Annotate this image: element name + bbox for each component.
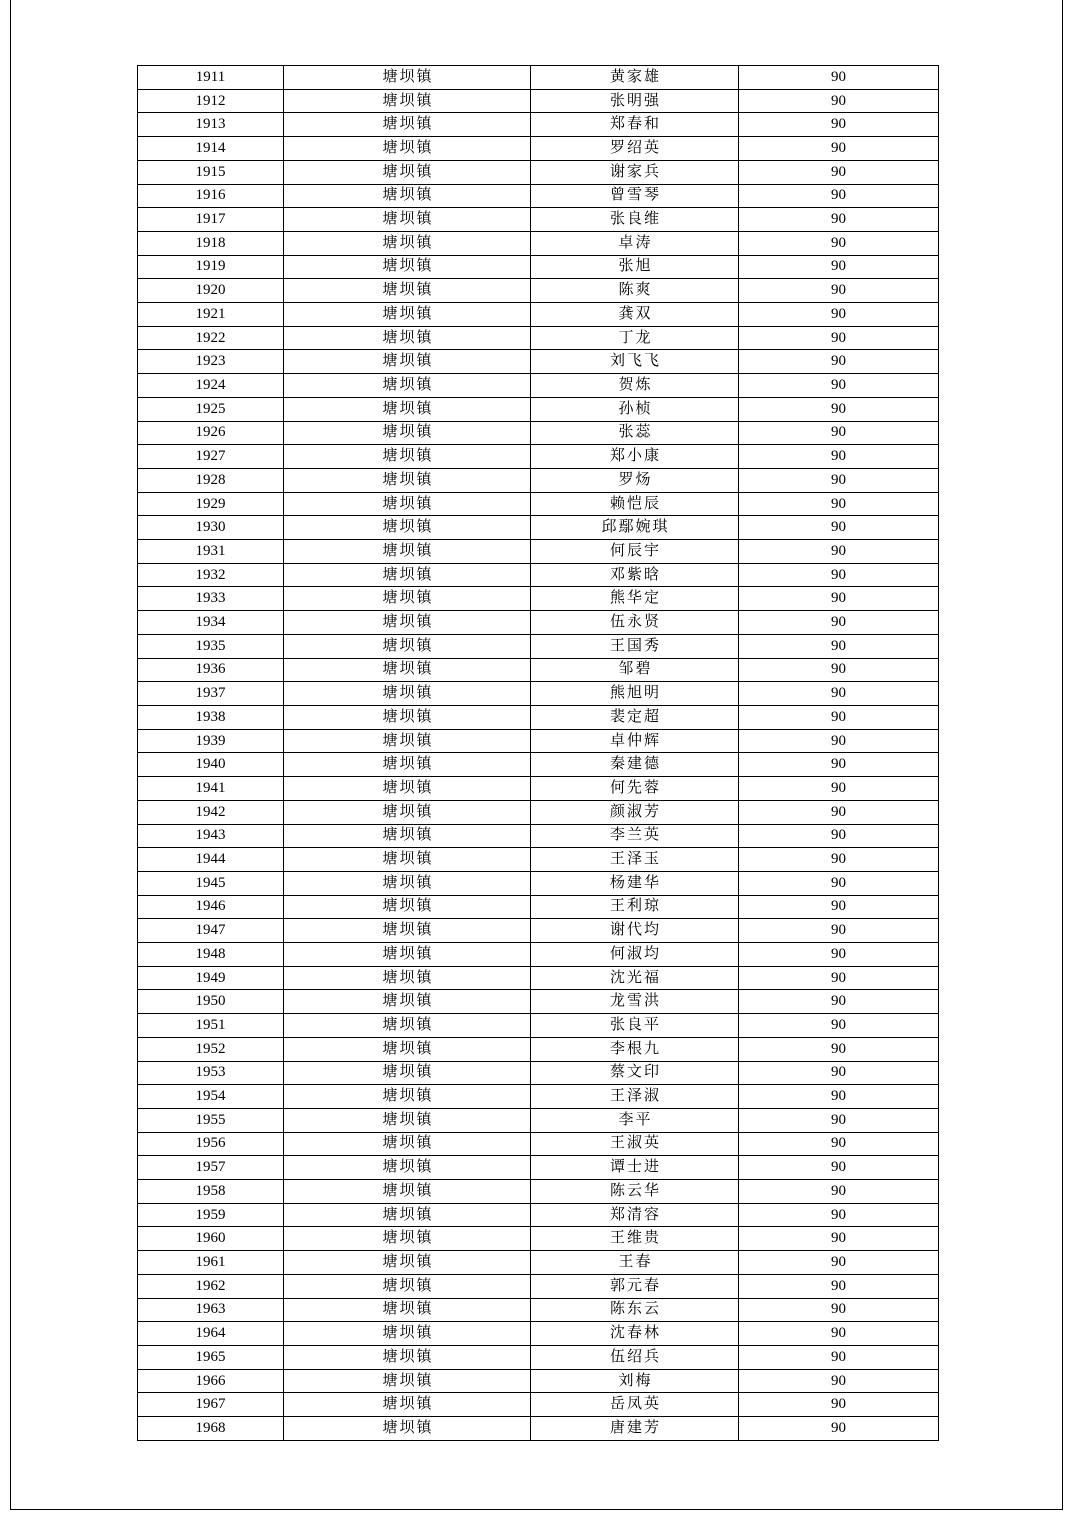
table-row xyxy=(138,682,939,706)
cell-score: 90 xyxy=(739,777,939,801)
cell-score: 90 xyxy=(739,1251,939,1275)
cell-name: 刘梅 xyxy=(531,1369,739,1393)
table-row xyxy=(138,1417,939,1441)
cell-name: 何辰宇 xyxy=(531,540,739,564)
cell-name: 李根九 xyxy=(531,1037,739,1061)
cell-index: 1925 xyxy=(138,397,284,421)
cell-index: 1924 xyxy=(138,374,284,398)
cell-score: 90 xyxy=(739,492,939,516)
cell-index: 1940 xyxy=(138,753,284,777)
table-row xyxy=(138,658,939,682)
table-row xyxy=(138,919,939,943)
cell-score: 90 xyxy=(739,1085,939,1109)
cell-index: 1957 xyxy=(138,1156,284,1180)
cell-name: 王维贵 xyxy=(531,1227,739,1251)
cell-town: 塘坝镇 xyxy=(284,279,531,303)
table-row xyxy=(138,66,939,90)
roster-table-body xyxy=(138,66,939,1441)
cell-index: 1933 xyxy=(138,587,284,611)
cell-index: 1936 xyxy=(138,658,284,682)
cell-score: 90 xyxy=(739,563,939,587)
table-row xyxy=(138,1061,939,1085)
cell-score: 90 xyxy=(739,658,939,682)
cell-town: 塘坝镇 xyxy=(284,113,531,137)
cell-town: 塘坝镇 xyxy=(284,1417,531,1441)
cell-town: 塘坝镇 xyxy=(284,824,531,848)
cell-name: 唐建芳 xyxy=(531,1417,739,1441)
cell-name: 孙桢 xyxy=(531,397,739,421)
cell-name: 李平 xyxy=(531,1108,739,1132)
table-row xyxy=(138,1322,939,1346)
table-row xyxy=(138,1227,939,1251)
cell-index: 1923 xyxy=(138,350,284,374)
cell-score: 90 xyxy=(739,1132,939,1156)
cell-town: 塘坝镇 xyxy=(284,705,531,729)
cell-score: 90 xyxy=(739,919,939,943)
cell-name: 曾雪琴 xyxy=(531,184,739,208)
cell-index: 1946 xyxy=(138,895,284,919)
cell-name: 伍绍兵 xyxy=(531,1345,739,1369)
cell-index: 1932 xyxy=(138,563,284,587)
cell-score: 90 xyxy=(739,113,939,137)
cell-score: 90 xyxy=(739,540,939,564)
cell-index: 1939 xyxy=(138,729,284,753)
cell-town: 塘坝镇 xyxy=(284,634,531,658)
cell-index: 1968 xyxy=(138,1417,284,1441)
cell-name: 谢代均 xyxy=(531,919,739,943)
cell-score: 90 xyxy=(739,634,939,658)
cell-name: 龚双 xyxy=(531,303,739,327)
cell-score: 90 xyxy=(739,1203,939,1227)
cell-name: 张蕊 xyxy=(531,421,739,445)
cell-town: 塘坝镇 xyxy=(284,990,531,1014)
cell-score: 90 xyxy=(739,137,939,161)
cell-score: 90 xyxy=(739,1180,939,1204)
cell-town: 塘坝镇 xyxy=(284,895,531,919)
cell-index: 1948 xyxy=(138,943,284,967)
cell-town: 塘坝镇 xyxy=(284,1322,531,1346)
table-row xyxy=(138,279,939,303)
cell-name: 张良维 xyxy=(531,208,739,232)
table-row xyxy=(138,1298,939,1322)
table-row xyxy=(138,374,939,398)
table-row xyxy=(138,1037,939,1061)
cell-town: 塘坝镇 xyxy=(284,1061,531,1085)
table-row xyxy=(138,137,939,161)
cell-score: 90 xyxy=(739,682,939,706)
cell-town: 塘坝镇 xyxy=(284,350,531,374)
cell-score: 90 xyxy=(739,990,939,1014)
cell-index: 1938 xyxy=(138,705,284,729)
cell-score: 90 xyxy=(739,374,939,398)
cell-index: 1962 xyxy=(138,1274,284,1298)
cell-score: 90 xyxy=(739,350,939,374)
table-row xyxy=(138,611,939,635)
cell-town: 塘坝镇 xyxy=(284,160,531,184)
table-row xyxy=(138,397,939,421)
cell-score: 90 xyxy=(739,89,939,113)
cell-name: 罗炀 xyxy=(531,468,739,492)
cell-town: 塘坝镇 xyxy=(284,1298,531,1322)
cell-town: 塘坝镇 xyxy=(284,563,531,587)
cell-score: 90 xyxy=(739,1369,939,1393)
cell-score: 90 xyxy=(739,729,939,753)
cell-name: 黄家雄 xyxy=(531,66,739,90)
table-row xyxy=(138,895,939,919)
cell-score: 90 xyxy=(739,66,939,90)
table-row xyxy=(138,184,939,208)
cell-name: 张良平 xyxy=(531,1014,739,1038)
cell-index: 1964 xyxy=(138,1322,284,1346)
cell-index: 1960 xyxy=(138,1227,284,1251)
cell-name: 伍永贤 xyxy=(531,611,739,635)
cell-index: 1961 xyxy=(138,1251,284,1275)
cell-name: 蔡文印 xyxy=(531,1061,739,1085)
cell-index: 1922 xyxy=(138,326,284,350)
cell-town: 塘坝镇 xyxy=(284,421,531,445)
cell-name: 王泽淑 xyxy=(531,1085,739,1109)
cell-town: 塘坝镇 xyxy=(284,1227,531,1251)
cell-town: 塘坝镇 xyxy=(284,445,531,469)
cell-town: 塘坝镇 xyxy=(284,1132,531,1156)
cell-score: 90 xyxy=(739,1156,939,1180)
cell-score: 90 xyxy=(739,255,939,279)
cell-town: 塘坝镇 xyxy=(284,303,531,327)
cell-score: 90 xyxy=(739,208,939,232)
cell-index: 1916 xyxy=(138,184,284,208)
cell-index: 1941 xyxy=(138,777,284,801)
cell-town: 塘坝镇 xyxy=(284,587,531,611)
cell-index: 1956 xyxy=(138,1132,284,1156)
cell-town: 塘坝镇 xyxy=(284,753,531,777)
cell-score: 90 xyxy=(739,1061,939,1085)
cell-town: 塘坝镇 xyxy=(284,682,531,706)
cell-name: 秦建德 xyxy=(531,753,739,777)
cell-index: 1951 xyxy=(138,1014,284,1038)
cell-index: 1935 xyxy=(138,634,284,658)
table-row xyxy=(138,1085,939,1109)
cell-name: 郑小康 xyxy=(531,445,739,469)
table-row xyxy=(138,468,939,492)
cell-index: 1965 xyxy=(138,1345,284,1369)
cell-index: 1958 xyxy=(138,1180,284,1204)
cell-town: 塘坝镇 xyxy=(284,1156,531,1180)
cell-index: 1934 xyxy=(138,611,284,635)
cell-name: 何先蓉 xyxy=(531,777,739,801)
cell-name: 罗绍英 xyxy=(531,137,739,161)
cell-name: 邹碧 xyxy=(531,658,739,682)
cell-score: 90 xyxy=(739,966,939,990)
cell-town: 塘坝镇 xyxy=(284,397,531,421)
table-row xyxy=(138,113,939,137)
cell-index: 1959 xyxy=(138,1203,284,1227)
table-row xyxy=(138,753,939,777)
table-row xyxy=(138,943,939,967)
table-row xyxy=(138,729,939,753)
cell-score: 90 xyxy=(739,1274,939,1298)
table-row xyxy=(138,421,939,445)
cell-index: 1942 xyxy=(138,800,284,824)
cell-name: 谢家兵 xyxy=(531,160,739,184)
cell-town: 塘坝镇 xyxy=(284,1393,531,1417)
cell-town: 塘坝镇 xyxy=(284,658,531,682)
cell-index: 1931 xyxy=(138,540,284,564)
table-row xyxy=(138,303,939,327)
cell-score: 90 xyxy=(739,587,939,611)
table-row xyxy=(138,705,939,729)
table-row xyxy=(138,231,939,255)
table-row xyxy=(138,1132,939,1156)
cell-name: 王春 xyxy=(531,1251,739,1275)
cell-town: 塘坝镇 xyxy=(284,1085,531,1109)
cell-score: 90 xyxy=(739,303,939,327)
cell-town: 塘坝镇 xyxy=(284,66,531,90)
cell-name: 熊华定 xyxy=(531,587,739,611)
cell-index: 1918 xyxy=(138,231,284,255)
cell-score: 90 xyxy=(739,943,939,967)
cell-score: 90 xyxy=(739,1014,939,1038)
cell-index: 1937 xyxy=(138,682,284,706)
cell-town: 塘坝镇 xyxy=(284,137,531,161)
cell-score: 90 xyxy=(739,895,939,919)
cell-score: 90 xyxy=(739,1393,939,1417)
cell-town: 塘坝镇 xyxy=(284,326,531,350)
cell-index: 1955 xyxy=(138,1108,284,1132)
cell-name: 龙雪洪 xyxy=(531,990,739,1014)
cell-town: 塘坝镇 xyxy=(284,871,531,895)
cell-score: 90 xyxy=(739,848,939,872)
cell-score: 90 xyxy=(739,1227,939,1251)
cell-name: 陈东云 xyxy=(531,1298,739,1322)
cell-town: 塘坝镇 xyxy=(284,966,531,990)
cell-score: 90 xyxy=(739,326,939,350)
cell-name: 赖恺辰 xyxy=(531,492,739,516)
cell-town: 塘坝镇 xyxy=(284,777,531,801)
cell-index: 1949 xyxy=(138,966,284,990)
cell-score: 90 xyxy=(739,184,939,208)
table-row xyxy=(138,160,939,184)
cell-name: 卓涛 xyxy=(531,231,739,255)
cell-index: 1921 xyxy=(138,303,284,327)
table-row xyxy=(138,1393,939,1417)
cell-index: 1914 xyxy=(138,137,284,161)
cell-score: 90 xyxy=(739,871,939,895)
table-row xyxy=(138,1369,939,1393)
cell-town: 塘坝镇 xyxy=(284,848,531,872)
cell-score: 90 xyxy=(739,1108,939,1132)
cell-town: 塘坝镇 xyxy=(284,184,531,208)
cell-name: 李兰英 xyxy=(531,824,739,848)
cell-index: 1917 xyxy=(138,208,284,232)
cell-name: 王国秀 xyxy=(531,634,739,658)
table-row xyxy=(138,966,939,990)
cell-score: 90 xyxy=(739,421,939,445)
cell-name: 张旭 xyxy=(531,255,739,279)
cell-name: 颜淑芳 xyxy=(531,800,739,824)
cell-town: 塘坝镇 xyxy=(284,729,531,753)
cell-index: 1943 xyxy=(138,824,284,848)
table-row xyxy=(138,492,939,516)
cell-town: 塘坝镇 xyxy=(284,1180,531,1204)
cell-index: 1911 xyxy=(138,66,284,90)
cell-index: 1919 xyxy=(138,255,284,279)
table-row xyxy=(138,516,939,540)
cell-town: 塘坝镇 xyxy=(284,611,531,635)
table-row xyxy=(138,634,939,658)
cell-index: 1952 xyxy=(138,1037,284,1061)
table-row xyxy=(138,1180,939,1204)
table-row xyxy=(138,1156,939,1180)
cell-index: 1944 xyxy=(138,848,284,872)
table-row xyxy=(138,350,939,374)
table-row xyxy=(138,540,939,564)
cell-index: 1966 xyxy=(138,1369,284,1393)
cell-name: 贺炼 xyxy=(531,374,739,398)
cell-score: 90 xyxy=(739,1037,939,1061)
cell-name: 岳凤英 xyxy=(531,1393,739,1417)
cell-index: 1953 xyxy=(138,1061,284,1085)
cell-index: 1950 xyxy=(138,990,284,1014)
cell-score: 90 xyxy=(739,753,939,777)
table-row xyxy=(138,563,939,587)
table-row xyxy=(138,1345,939,1369)
cell-town: 塘坝镇 xyxy=(284,1274,531,1298)
table-row xyxy=(138,824,939,848)
cell-score: 90 xyxy=(739,611,939,635)
cell-name: 郭元春 xyxy=(531,1274,739,1298)
cell-score: 90 xyxy=(739,445,939,469)
table-row xyxy=(138,1108,939,1132)
cell-town: 塘坝镇 xyxy=(284,800,531,824)
cell-name: 沈光福 xyxy=(531,966,739,990)
cell-index: 1915 xyxy=(138,160,284,184)
cell-town: 塘坝镇 xyxy=(284,1203,531,1227)
table-row xyxy=(138,326,939,350)
cell-name: 郑清容 xyxy=(531,1203,739,1227)
cell-name: 谭士进 xyxy=(531,1156,739,1180)
cell-town: 塘坝镇 xyxy=(284,468,531,492)
cell-name: 张明强 xyxy=(531,89,739,113)
cell-name: 郑春和 xyxy=(531,113,739,137)
cell-index: 1929 xyxy=(138,492,284,516)
cell-name: 王泽玉 xyxy=(531,848,739,872)
cell-name: 陈云华 xyxy=(531,1180,739,1204)
cell-score: 90 xyxy=(739,516,939,540)
cell-town: 塘坝镇 xyxy=(284,1014,531,1038)
table-row xyxy=(138,990,939,1014)
cell-score: 90 xyxy=(739,160,939,184)
cell-town: 塘坝镇 xyxy=(284,516,531,540)
cell-town: 塘坝镇 xyxy=(284,943,531,967)
cell-index: 1912 xyxy=(138,89,284,113)
table-row xyxy=(138,1014,939,1038)
cell-town: 塘坝镇 xyxy=(284,1345,531,1369)
table-row xyxy=(138,1274,939,1298)
cell-town: 塘坝镇 xyxy=(284,1369,531,1393)
cell-name: 丁龙 xyxy=(531,326,739,350)
table-row xyxy=(138,1251,939,1275)
cell-name: 熊旭明 xyxy=(531,682,739,706)
table-row xyxy=(138,587,939,611)
table-row xyxy=(138,777,939,801)
cell-score: 90 xyxy=(739,231,939,255)
cell-score: 90 xyxy=(739,800,939,824)
cell-score: 90 xyxy=(739,397,939,421)
cell-town: 塘坝镇 xyxy=(284,374,531,398)
table-row xyxy=(138,255,939,279)
roster-table xyxy=(137,65,939,1441)
table-row xyxy=(138,871,939,895)
cell-name: 王利琼 xyxy=(531,895,739,919)
cell-score: 90 xyxy=(739,1417,939,1441)
cell-name: 王淑英 xyxy=(531,1132,739,1156)
cell-town: 塘坝镇 xyxy=(284,255,531,279)
table-row xyxy=(138,1203,939,1227)
cell-name: 杨建华 xyxy=(531,871,739,895)
cell-town: 塘坝镇 xyxy=(284,919,531,943)
cell-town: 塘坝镇 xyxy=(284,208,531,232)
cell-name: 陈爽 xyxy=(531,279,739,303)
cell-index: 1945 xyxy=(138,871,284,895)
cell-index: 1928 xyxy=(138,468,284,492)
table-row xyxy=(138,848,939,872)
cell-town: 塘坝镇 xyxy=(284,492,531,516)
cell-town: 塘坝镇 xyxy=(284,231,531,255)
cell-index: 1967 xyxy=(138,1393,284,1417)
cell-index: 1930 xyxy=(138,516,284,540)
cell-town: 塘坝镇 xyxy=(284,1037,531,1061)
table-row xyxy=(138,800,939,824)
cell-town: 塘坝镇 xyxy=(284,1251,531,1275)
cell-index: 1927 xyxy=(138,445,284,469)
cell-score: 90 xyxy=(739,1345,939,1369)
cell-name: 何淑均 xyxy=(531,943,739,967)
cell-score: 90 xyxy=(739,468,939,492)
cell-name: 沈春林 xyxy=(531,1322,739,1346)
table-row xyxy=(138,89,939,113)
cell-name: 邓紫晗 xyxy=(531,563,739,587)
cell-name: 刘飞飞 xyxy=(531,350,739,374)
cell-index: 1954 xyxy=(138,1085,284,1109)
table-row xyxy=(138,208,939,232)
cell-name: 卓仲辉 xyxy=(531,729,739,753)
cell-score: 90 xyxy=(739,1298,939,1322)
table-row xyxy=(138,445,939,469)
cell-index: 1947 xyxy=(138,919,284,943)
cell-name: 裴定超 xyxy=(531,705,739,729)
cell-index: 1926 xyxy=(138,421,284,445)
cell-index: 1913 xyxy=(138,113,284,137)
cell-town: 塘坝镇 xyxy=(284,89,531,113)
cell-name: 邱鄢婉琪 xyxy=(531,516,739,540)
cell-town: 塘坝镇 xyxy=(284,1108,531,1132)
cell-town: 塘坝镇 xyxy=(284,540,531,564)
cell-index: 1920 xyxy=(138,279,284,303)
cell-score: 90 xyxy=(739,1322,939,1346)
cell-score: 90 xyxy=(739,824,939,848)
cell-score: 90 xyxy=(739,279,939,303)
cell-score: 90 xyxy=(739,705,939,729)
cell-index: 1963 xyxy=(138,1298,284,1322)
